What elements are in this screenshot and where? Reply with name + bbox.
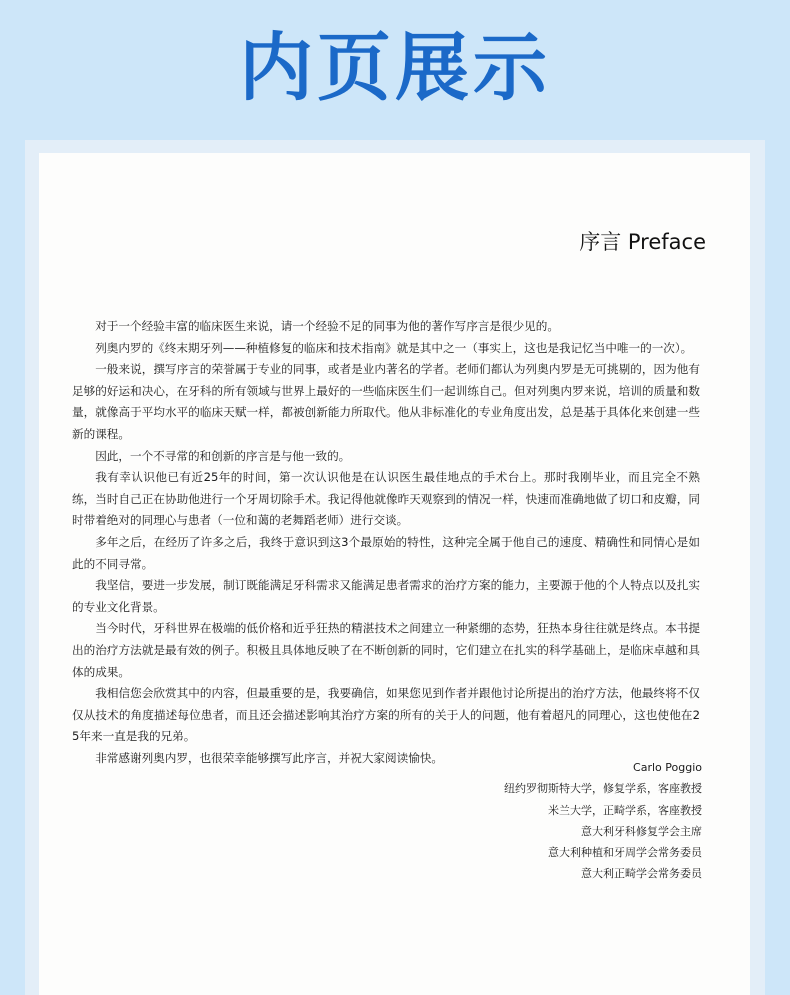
book-page <box>39 153 750 995</box>
preface-body <box>72 316 700 769</box>
signature-block <box>504 757 702 885</box>
author-title: 纽约罗彻斯特大学，修复学系，客座教授 <box>504 782 702 796</box>
paragraph: 因此，一个不寻常的和创新的序言是与他一致的。 <box>95 448 351 463</box>
author-title: 意大利种植和牙周学会常务委员 <box>548 846 702 860</box>
paragraph: 当今时代，牙科世界在极端的低价格和近乎狂热的精湛技术之间建立一种紧绷的态势，狂热本身往往就是终点。本书提出的治疗方法就是最有效的例子。积极且具体地反映了在不断创新的同时，它们建立在扎实的科学基础上，是临床卓越和具体的成果。 <box>72 621 700 679</box>
paragraph: 我有幸认识他已有近25年的时间，第一次认识他是在认识医生最佳地点的手术台上。那时我刚毕业，而且完全不熟练，当时自己正在协助他进行一个牙周切除手术。我记得他就像昨天观察到的情况一样，快速而准确地做了切口和皮瓣，同时带着绝对的同理心与患者（一位和蔼的老舞蹈老师）进行交谈。 <box>72 470 700 528</box>
paragraph: 我坚信，要进一步发展，制订既能满足牙科需求又能满足患者需求的治疗方案的能力，主要源于他的个人特点以及扎实的专业文化背景。 <box>72 578 700 614</box>
author-title: 意大利牙科修复学会主席 <box>581 824 702 838</box>
paragraph: 我相信您会欣赏其中的内容，但最重要的是，我要确信，如果您见到作者并跟他讨论所提出的治疗方法，他最终将不仅仅从技术的角度描述每位患者，而且还会描述影响其治疗方案的所有的关于人的问题，他有着超凡的同理心，这也使他在25年来一直是我的兄弟。 <box>72 686 700 744</box>
author-title: 意大利正畸学会常务委员 <box>581 867 702 881</box>
paragraph: 一般来说，撰写序言的荣誉属于专业的同事，或者是业内著名的学者。老师们都认为列奥内罗是无可挑剔的，因为他有足够的好运和决心，在牙科的所有领域与世界上最好的一些临床医生们一起训练自己。但对列奥内罗来说，培训的质量和数量，就像高于平均水平的临床天赋一样，都被创新能力所取代。他从非标准化的专业角度出发，总是基于具体化来创建一些新的课程。 <box>72 362 700 441</box>
paragraph: 非常感谢列奥内罗，也很荣幸能够撰写此序言，并祝大家阅读愉快。 <box>95 750 444 765</box>
author-name: Carlo Poggio <box>633 761 702 774</box>
banner-title: 内页展示 <box>239 25 551 111</box>
paragraph: 多年之后，在经历了许多之后，我终于意识到这3个最原始的特性，这种完全属于他自己的速度、精确性和同情心是如此的不同寻常。 <box>72 534 700 571</box>
paragraph: 对于一个经验丰富的临床医生来说，请一个经验不足的同事为他的著作写序言是很少见的。 <box>95 319 559 333</box>
preface-heading: 序言 Preface <box>579 230 706 254</box>
paragraph: 列奥内罗的《终末期牙列——种植修复的临床和技术指南》就是其中之一（事实上，这也是我记忆当中唯一的一次）。 <box>95 340 693 355</box>
author-title: 米兰大学，正畸学系，客座教授 <box>548 803 702 817</box>
